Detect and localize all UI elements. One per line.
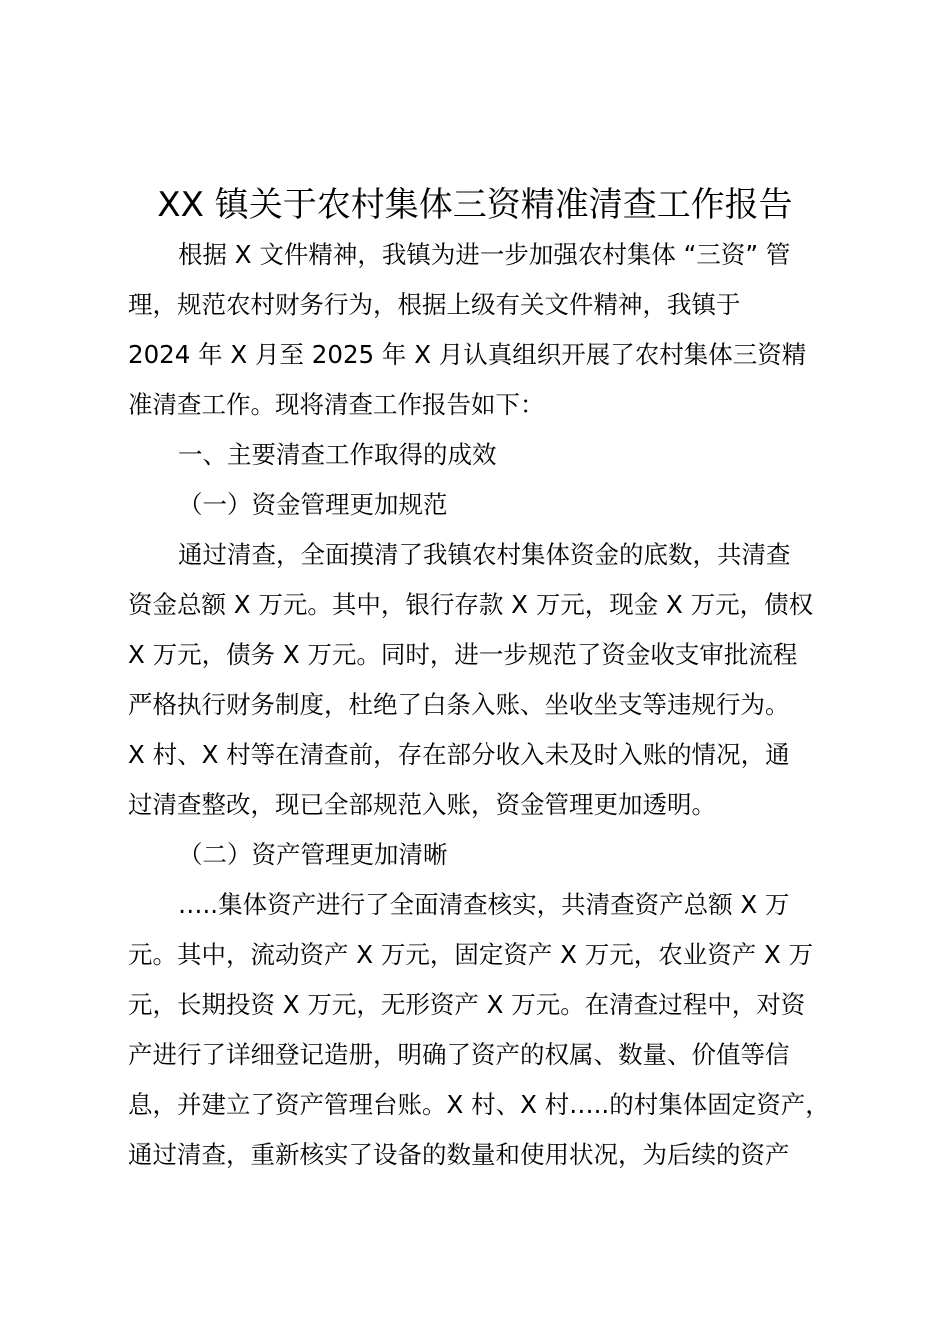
paragraph-line: X 村、X 村等在清查前，存在部分收入未及时入账的情况，通 [128,740,790,769]
paragraph-line: 资金总额 X 万元。其中，银行存款 X 万元，现金 X 万元，债权 [128,590,814,619]
paragraph-line: 根据 X 文件精神，我镇为进一步加强农村集体 “三资” 管 [178,240,791,269]
paragraph-line: 过清查整改，现已全部规范入账，资金管理更加透明。 [128,790,716,819]
paragraph-line: 元，长期投资 X 万元，无形资产 X 万元。在清查过程中，对资 [128,990,806,1019]
paragraph-line: 准清查工作。现将清查工作报告如下： [128,390,545,419]
document-title: XX 镇关于农村集体三资精准清查工作报告 [157,185,793,225]
paragraph-line: 理，规范农村财务行为，根据上级有关文件精神，我镇于 [128,290,741,319]
paragraph-line: 严格执行财务制度，杜绝了白条入账、坐收坐支等违规行为。 [128,690,790,719]
paragraph-line: 通过清查，全面摸清了我镇农村集体资金的底数，共清查 [178,540,791,569]
subsection-heading: （二）资产管理更加清晰 [178,840,448,869]
paragraph-line: …..集体资产进行了全面清查核实，共清查资产总额 X 万 [178,890,790,919]
paragraph-line: X 万元，债务 X 万元。同时，进一步规范了资金收支审批流程 [128,640,798,669]
paragraph-line: 产进行了详细登记造册，明确了资产的权属、数量、价值等信 [128,1040,790,1069]
section-heading: 一、主要清查工作取得的成效 [178,440,497,469]
subsection-heading: （一）资金管理更加规范 [178,490,448,519]
paragraph-line: 通过清查，重新核实了设备的数量和使用状况，为后续的资产 [128,1140,790,1169]
paragraph-line: 元。其中，流动资产 X 万元，固定资产 X 万元，农业资产 X 万 [128,940,814,969]
paragraph-line: 2024 年 X 月至 2025 年 X 月认真组织开展了农村集体三资精 [128,340,807,369]
paragraph-line: 息，并建立了资产管理台账。X 村、X 村…..的村集体固定资产， [128,1090,830,1119]
